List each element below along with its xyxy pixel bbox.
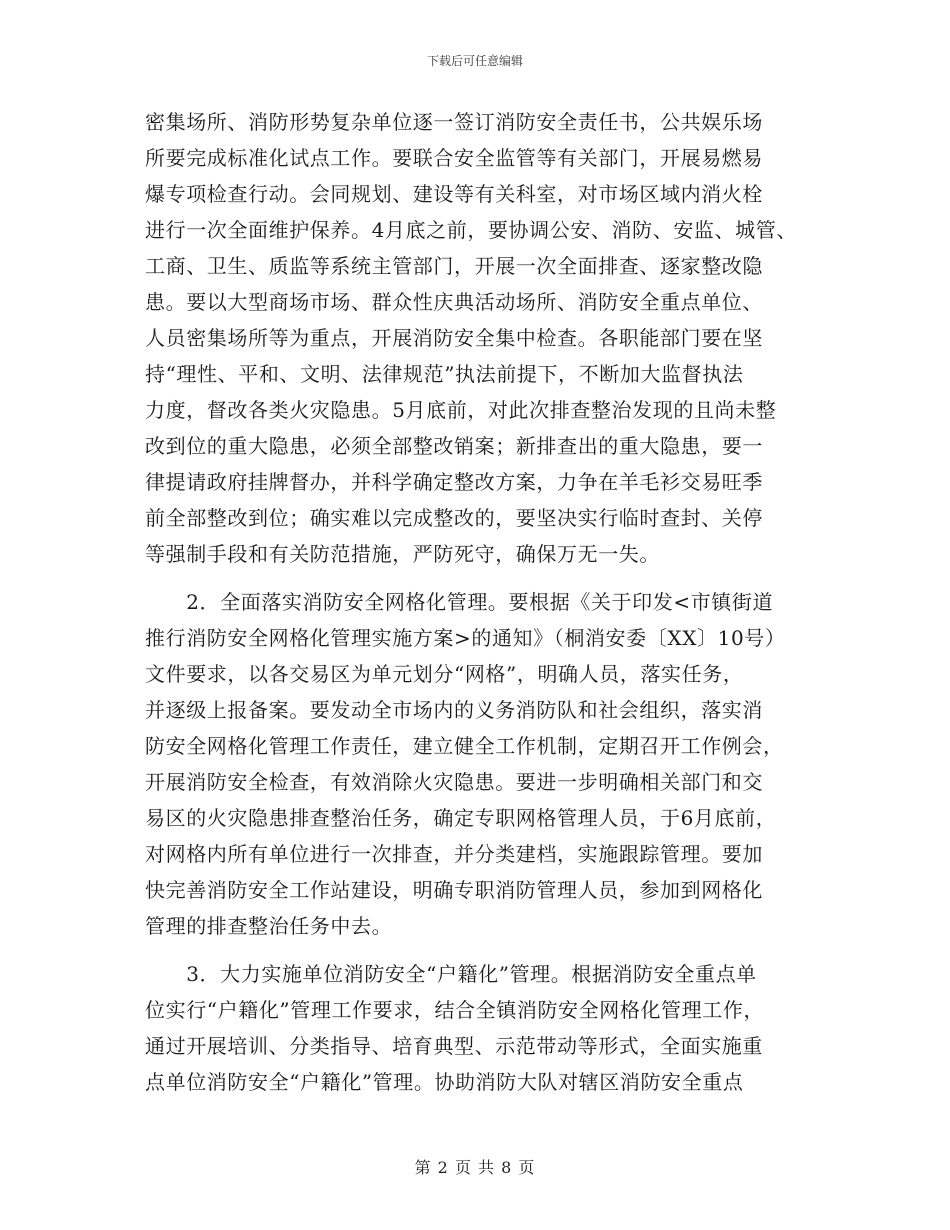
text-line: 患。要以大型商场市场、群众性庆典活动场所、消防安全重点单位、 bbox=[145, 290, 763, 314]
text-line: 所要完成标准化试点工作。要联合安全监管等有关部门，开展易燃易 bbox=[145, 146, 763, 170]
text-line: 对网格内所有单位进行一次排查，并分类建档，实施跟踪管理。要加 bbox=[145, 842, 763, 866]
text-line: 进行一次全面维护保养。4月底之前，要协调公安、消防、安监、城管、 bbox=[145, 218, 797, 242]
page-header: 下载后可任意编辑 bbox=[426, 54, 523, 68]
text-line: 通过开展培训、分类指导、培育典型、示范带动等形式，全面实施重 bbox=[145, 1034, 763, 1058]
text-line: 并逐级上报备案。要发动全市场内的义务消防队和社会组织，落实消 bbox=[145, 698, 763, 722]
text-line: 易区的火灾隐患排查整治任务，确定专职网格管理人员，于6月底前， bbox=[145, 806, 777, 830]
text-line: 位实行“户籍化”管理工作要求，结合全镇消防安全网格化管理工作， bbox=[145, 998, 765, 1022]
text-line: 推行消防安全网格化管理实施方案>的通知》（桐消安委〔XX〕10号） bbox=[145, 626, 786, 650]
text-line: 点单位消防安全“户籍化”管理。协助消防大队对辖区消防安全重点 bbox=[145, 1070, 744, 1094]
text-line: 3．大力实施单位消防安全“户籍化”管理。根据消防安全重点单 bbox=[145, 962, 757, 986]
text-line: 持“理性、平和、文明、法律规范”执法前提下，不断加大监督执法 bbox=[145, 362, 744, 386]
text-line: 开展消防安全检查，有效消除火灾隐患。要进一步明确相关部门和交 bbox=[145, 770, 763, 794]
text-line: 2．全面落实消防安全网格化管理。要根据《关于印发<市镇街道 bbox=[145, 590, 774, 614]
text-line: 力度，督改各类火灾隐患。5月底前，对此次排查整治发现的且尚未整 bbox=[145, 398, 777, 422]
text-line: 文件要求，以各交易区为单元划分“网格”，明确人员，落实任务， bbox=[145, 662, 744, 686]
text-line: 改到位的重大隐患，必须全部整改销案；新排查出的重大隐患，要一 bbox=[145, 434, 763, 458]
text-line: 爆专项检查行动。会同规划、建设等有关科室，对市场区域内消火栓 bbox=[145, 182, 763, 206]
text-line: 前全部整改到位；确实难以完成整改的，要坚决实行临时查封、关停 bbox=[145, 506, 763, 530]
text-line: 快完善消防安全工作站建设，明确专职消防管理人员，参加到网格化 bbox=[145, 878, 763, 902]
text-line: 等强制手段和有关防范措施，严防死守，确保万无一失。 bbox=[145, 542, 660, 566]
text-line: 密集场所、消防形势复杂单位逐一签订消防安全责任书，公共娱乐场 bbox=[145, 110, 763, 134]
text-line: 防安全网格化管理工作责任，建立健全工作机制，定期召开工作例会， bbox=[145, 734, 784, 758]
text-line: 管理的排查整治任务中去。 bbox=[145, 914, 393, 938]
text-line: 律提请政府挂牌督办，并科学确定整改方案，力争在羊毛衫交易旺季 bbox=[145, 470, 763, 494]
text-line: 人员密集场所等为重点，开展消防安全集中检查。各职能部门要在坚 bbox=[145, 326, 763, 350]
page-footer: 第 2 页 共 8 页 bbox=[414, 1158, 536, 1177]
text-line: 工商、卫生、质监等系统主管部门，开展一次全面排查、逐家整改隐 bbox=[145, 254, 763, 278]
